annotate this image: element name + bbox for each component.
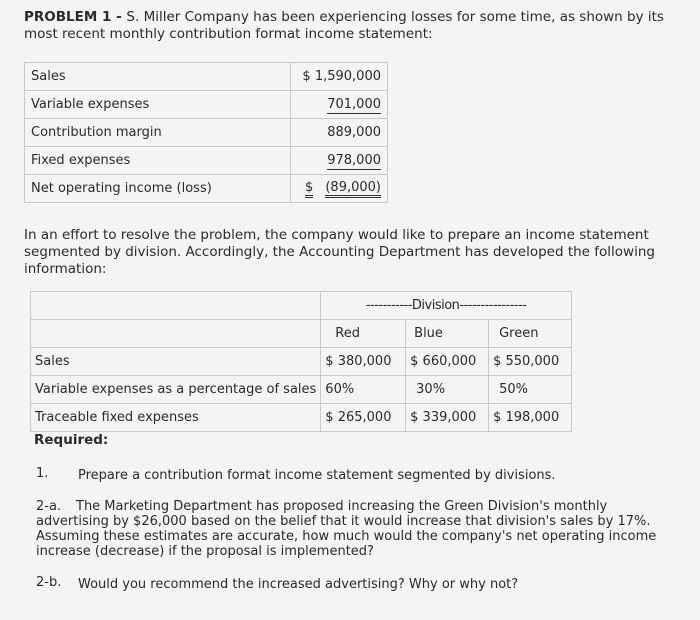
required-item-text: Would you recommend the increased advertising? Why or why not?: [78, 577, 519, 592]
table-row: [25, 175, 388, 203]
table-row: [25, 63, 388, 91]
row-label: Fixed expenses: [25, 147, 291, 175]
cell-red: $ 380,000: [321, 348, 406, 376]
required-item-num: 2-b.: [36, 575, 62, 590]
problem-label: PROBLEM 1 -: [24, 9, 127, 25]
row-value: 701,000: [327, 97, 381, 112]
cell-red: $ 265,000: [321, 404, 406, 432]
required-item-num: 2-a.: [36, 499, 62, 514]
cell-red: 60%: [321, 376, 406, 404]
cell-blue: 30%: [406, 376, 489, 404]
table-row: [31, 376, 572, 404]
row-label: Variable expenses as a percentage of sales: [31, 376, 321, 404]
column-header-red: Red: [321, 320, 406, 348]
cell-blue: $ 339,000: [406, 404, 489, 432]
row-label: Sales: [31, 348, 321, 376]
table-row: [25, 147, 388, 175]
row-label: Net operating income (loss): [25, 175, 291, 203]
row-value: 889,000: [291, 119, 388, 147]
required-item-num: 1.: [36, 466, 49, 481]
problem-text: S. Miller Company has been experiencing losses for some time, as shown by its most recent monthly contribution format income statement:: [24, 9, 664, 42]
table-row: [31, 292, 572, 320]
table-row: [31, 348, 572, 376]
table-row: [25, 119, 388, 147]
table-row: [31, 320, 572, 348]
segment-intro: In an effort to resolve the problem, the company would like to prepare an income statement segmented by division. Accordingly, the Accounting Department has developed the following information:: [24, 227, 655, 277]
table-row: [31, 404, 572, 432]
row-label: Traceable fixed expenses: [31, 404, 321, 432]
table-row: [25, 91, 388, 119]
row-label: Sales: [25, 63, 291, 91]
row-label: Variable expenses: [25, 91, 291, 119]
column-header-green: Green: [489, 320, 572, 348]
required-heading: Required:: [34, 432, 109, 448]
division-table: [30, 291, 572, 432]
row-value: (89,000): [325, 180, 381, 198]
row-value: 978,000: [327, 153, 381, 168]
division-group-header: -----------Division----------------: [321, 292, 572, 320]
cell-blue: $ 660,000: [406, 348, 489, 376]
cell-green: $ 550,000: [489, 348, 572, 376]
problem-intro: [24, 9, 684, 43]
value-prefix: $: [305, 180, 313, 198]
required-item-text: The Marketing Department has proposed increasing the Green Division's monthly advertising by $26,000 based on the belief that it would increase that division's sales by 17%. Assuming these estimates are accurate, how much would the company's net operating income increase (decrease) if the proposal is implemented?: [36, 499, 657, 559]
cell-green: $ 198,000: [489, 404, 572, 432]
row-label: Contribution margin: [25, 119, 291, 147]
cell-green: 50%: [489, 376, 572, 404]
income-statement-table: [24, 62, 388, 203]
required-item-text: Prepare a contribution format income statement segmented by divisions.: [78, 468, 556, 483]
row-value: $ 1,590,000: [291, 63, 388, 91]
column-header-blue: Blue: [406, 320, 489, 348]
